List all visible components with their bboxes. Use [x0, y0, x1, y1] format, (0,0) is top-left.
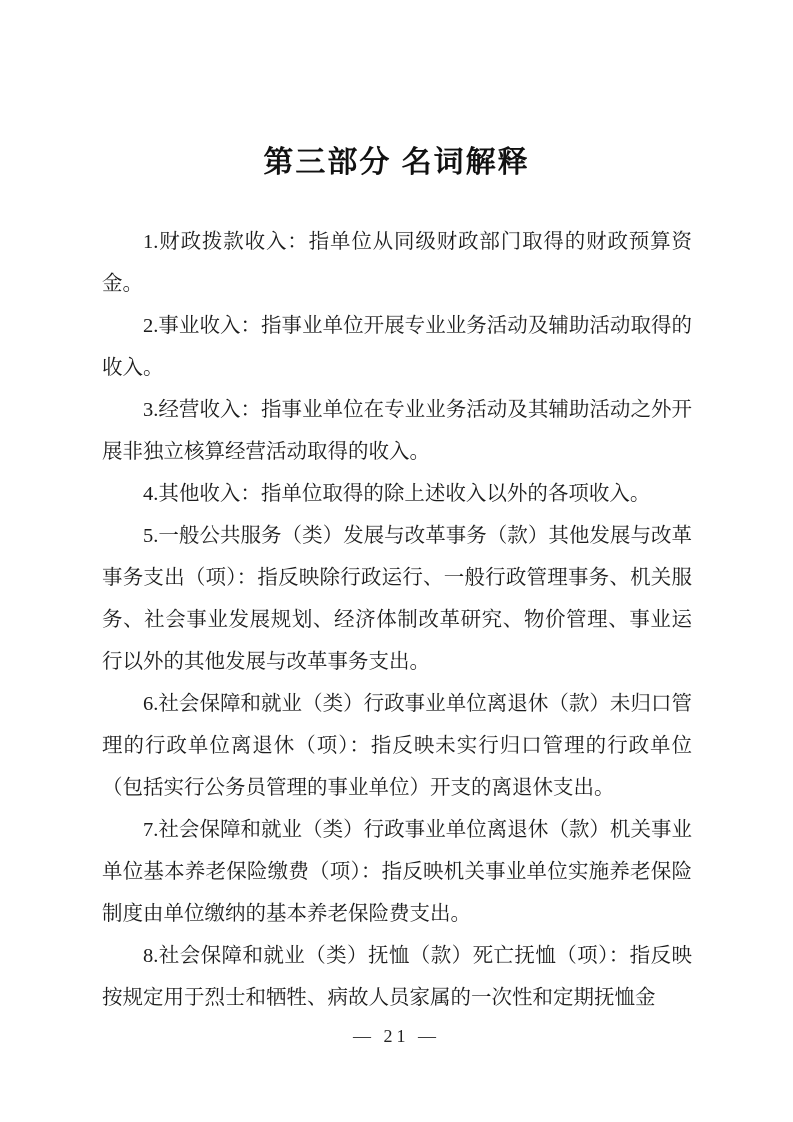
paragraph: 5.一般公共服务（类）发展与改革事务（款）其他发展与改革事务支出（项）：指反映除行政运行、一般行政管理事务、机关服务、社会事业发展规划、经济体制改革研究、物价管理、事业运行以外的其他发展与改革事务支出。 [102, 525, 692, 673]
paragraph: 8.社会保障和就业（类）抚恤（款）死亡抚恤（项）：指反映按规定用于烈士和牺牲、病故人员家属的一次性和定期抚恤金 [102, 945, 692, 1009]
page-title: 第三部分 名词解释 [263, 146, 530, 179]
paragraph: 4.其他收入：指单位取得的除上述收入以外的各项收入。 [143, 483, 651, 505]
paragraph: 7.社会保障和就业（类）行政事业单位离退休（款）机关事业单位基本养老保险缴费（项）：指反映机关事业单位实施养老保险制度由单位缴纳的基本养老保险费支出。 [102, 819, 692, 925]
paragraph: 6.社会保障和就业（类）行政事业单位离退休（款）未归口管理的行政单位离退休（项）：指反映未实行归口管理的行政单位（包括实行公务员管理的事业单位）开支的离退休支出。 [102, 693, 692, 799]
page-number: — 21 — [353, 1026, 440, 1046]
paragraph: 1.财政拨款收入：指单位从同级财政部门取得的财政预算资金。 [102, 231, 692, 295]
paragraph: 3.经营收入：指事业单位在专业业务活动及其辅助活动之外开展非独立核算经营活动取得的收入。 [102, 399, 692, 463]
paragraph: 2.事业收入：指事业单位开展专业业务活动及辅助活动取得的收入。 [102, 315, 692, 379]
document-body [102, 221, 692, 1019]
